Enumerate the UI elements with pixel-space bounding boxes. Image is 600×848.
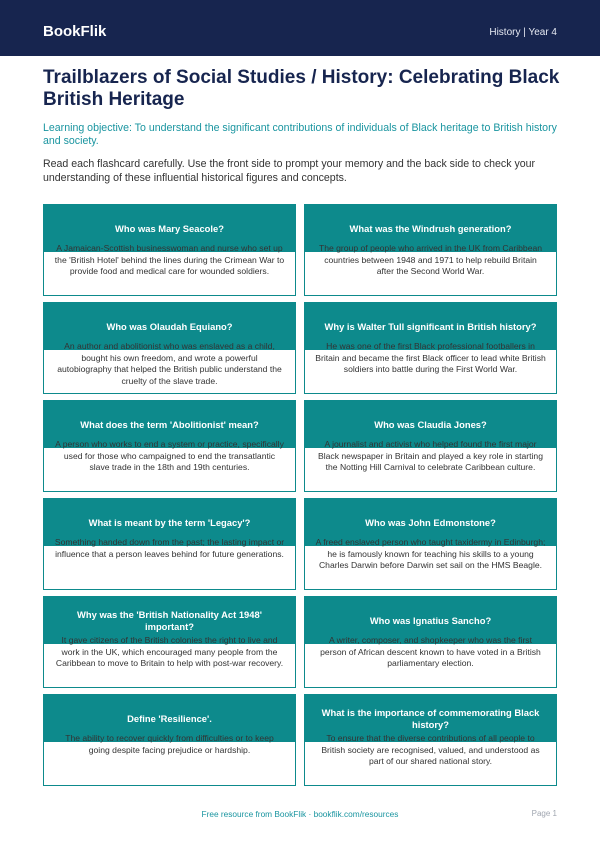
flashcard-question: Who was John Edmonstone? xyxy=(305,499,556,546)
flashcard-question: What is the importance of commemorating Black history? xyxy=(305,695,556,742)
flashcard-answer: The ability to recover quickly from difficulties or to keep going despite facing prejudice or hardship. xyxy=(65,733,274,755)
flashcard-answer: It gave citizens of the British colonies the right to live and work in the UK, which encouraged many people from the Caribbean to move to Britain to help with post-war recovery. xyxy=(55,635,284,668)
page-title: Trailblazers of Social Studies / History: Celebrating Black British Heritage xyxy=(43,67,560,110)
flashcard-question: Who was Ignatius Sancho? xyxy=(305,597,556,644)
flashcard-question: Why was the 'British Nationality Act 1948' important? xyxy=(44,597,295,644)
flashcard-answer: A Jamaican-Scottish businesswoman and nurse who set up the 'British Hotel' behind the lines during the Crimean War to provide food and medical care for wounded soldiers. xyxy=(54,243,285,276)
flashcard-answer: The group of people who arrived in the UK from Caribbean countries between 1948 and 1971 to help rebuild Britain after the Second World War. xyxy=(318,243,543,276)
flashcard-question: Who was Mary Seacole? xyxy=(44,205,295,252)
flashcard[interactable] xyxy=(43,400,296,492)
flashcard-answer: An author and abolitionist who was enslaved as a child, bought his own freedom, and wrote a powerful autobiography that helped the British public understand the cruelty of the slave trade. xyxy=(57,341,282,386)
learning-objective: Learning objective: To understand the significant contributions of individuals of Black heritage to British history and society. xyxy=(43,122,557,147)
flashcard[interactable] xyxy=(43,596,296,688)
flashcard-answer: A writer, composer, and shopkeeper who was the first person of African descent known to have voted in a British parliamentary election. xyxy=(320,635,541,668)
flashcard-question: What was the Windrush generation? xyxy=(305,205,556,252)
top-banner xyxy=(0,0,600,56)
flashcard-question: What is meant by the term 'Legacy'? xyxy=(44,499,295,546)
footer-link[interactable]: Free resource from BookFlik · bookflik.com/resources xyxy=(201,809,399,819)
flashcard[interactable] xyxy=(43,694,296,786)
instructions: Read each flashcard carefully. Use the front side to prompt your memory and the back side to check your understanding of these influential historical figures and concepts. xyxy=(43,158,536,184)
flashcard[interactable] xyxy=(43,204,296,296)
flashcard-question: Why is Walter Tull significant in British history? xyxy=(305,303,556,350)
flashcard-answer: A person who works to end a system or practice, specifically used for those who campaigned to end the transatlantic slave trade in the 18th and 19th centuries. xyxy=(55,439,284,472)
flashcard-answer: He was one of the first Black professional footballers in Britain and became the first Black officer to lead white British soldiers into battle during the First World War. xyxy=(315,341,546,374)
flashcard[interactable] xyxy=(304,694,557,786)
flashcard[interactable] xyxy=(304,302,557,394)
flashcard-question: Define 'Resilience'. xyxy=(44,695,295,742)
flashcard-question: What does the term 'Abolitionist' mean? xyxy=(44,401,295,448)
page-number: Page 1 xyxy=(531,809,557,818)
flashcard[interactable] xyxy=(304,400,557,492)
flashcard-answer: A freed enslaved person who taught taxidermy in Edinburgh; he is famously known for teaching his skills to a young Charles Darwin before Darwin set sail on the HMS Beagle. xyxy=(315,537,546,570)
flashcard-question: Who was Claudia Jones? xyxy=(305,401,556,448)
flashcard[interactable] xyxy=(43,498,296,590)
flashcard[interactable] xyxy=(304,204,557,296)
flashcard-question: Who was Olaudah Equiano? xyxy=(44,303,295,350)
flashcard-answer: A journalist and activist who helped found the first major Black newspaper in Britain and played a key role in starting the Notting Hill Carnival to celebrate Caribbean culture. xyxy=(318,439,543,472)
flashcard-answer: To ensure that the diverse contributions of all people to British society are recognised, valued, and understood as part of our shared national story. xyxy=(321,733,540,766)
flashcard[interactable] xyxy=(43,302,296,394)
brand-logo[interactable]: BookFlik xyxy=(43,23,107,40)
flashcard[interactable] xyxy=(304,596,557,688)
flashcard[interactable] xyxy=(304,498,557,590)
subject-year-label: History | Year 4 xyxy=(489,27,557,38)
flashcard-answer: Something handed down from the past; the lasting impact or influence that a person leaves behind for future generations. xyxy=(54,537,285,559)
